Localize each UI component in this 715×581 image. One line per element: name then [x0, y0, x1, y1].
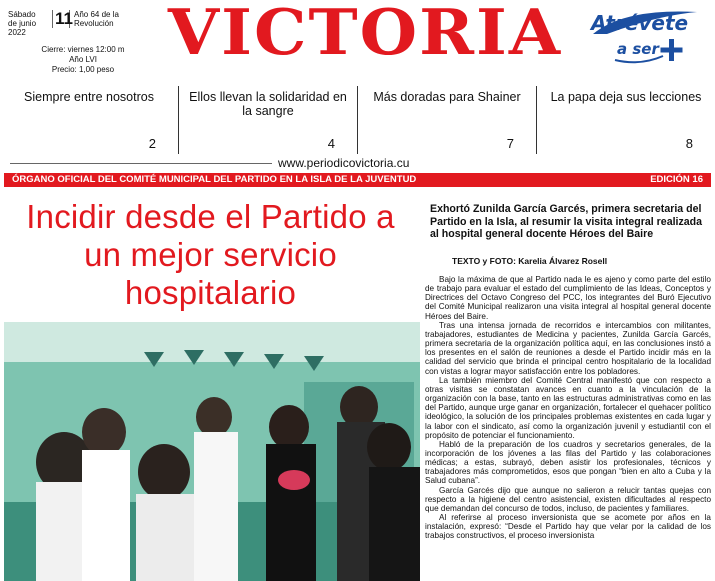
article-body — [425, 275, 711, 581]
edition-number: EDICIÓN 16 — [650, 174, 703, 185]
article-paragraph: La también miembro del Comité Central manifestó que con respecto a otras visitas se constatan avances en cuanto a la vinculación de la organización con la base, tanto en las estructuras administrativas como en las del Partido, aunque urge ganar en organización, fortalecer el quehacer político ideológico, la solución de los principales problemas existentes en cada lugar y la labor con el sindicato, así como la organización juvenil y estudiantil con el propósito de potenciar el funcionamiento. — [425, 375, 711, 440]
teaser-page-number: 7 — [506, 136, 514, 151]
teaser-title: Ellos llevan la solidaridad en la sangre — [189, 90, 347, 118]
date-month-year: de junio 2022 — [8, 19, 37, 37]
logo-text-2: a ser — [617, 40, 659, 58]
teaser-title: Más doradas para Shainer — [373, 90, 521, 104]
photo-illustration — [4, 322, 420, 581]
anniversary-line1: Año 64 de la — [74, 10, 119, 19]
teaser-row — [0, 86, 715, 154]
anniversary-line2: Revolución — [74, 19, 114, 28]
article-headline: Incidir desde el Partido a un mejor servicio hospitalario — [26, 198, 395, 311]
website-row — [0, 155, 715, 171]
organ-bar-text: ÓRGANO OFICIAL DEL COMITÉ MUNICIPAL DEL PARTIDO EN LA ISLA DE LA JUVENTUD — [12, 174, 417, 185]
teaser-page-number: 4 — [327, 136, 335, 151]
divider — [10, 163, 272, 164]
article-paragraph: García Garcés dijo que aunque no salieron a relucir tantas quejas con respecto a la higiene del centro asistencial, existen dificultades al respecto que demandan del concurso de todos, incluso, de pacientes y familiares. — [425, 485, 711, 513]
article-paragraph: Tras una intensa jornada de recorridos e intercambios con militantes, trabajadores, estudiantes de Medicina y pacientes, Zunilda García Garcés, primera secretaria de la organización política aquí, en las conclusiones instó a los presentes en el salón de reuniones a desde el Partido incidir más en la calidad del servicio que brinda el principal centro hospitalario de la localidad con vistas a lograr mayor satisfacción entre los pobladores. — [425, 320, 711, 376]
closing-time: Cierre: viernes 12:00 m — [41, 45, 125, 54]
article-byline: TEXTO y FOTO: Karelia Álvarez Rosell — [452, 256, 608, 266]
organ-bar — [4, 173, 711, 187]
volume-year: Año LVI — [69, 55, 97, 64]
newspaper-title: VICTORIA — [167, 0, 563, 70]
date-day-name: Sábado — [8, 10, 36, 19]
date-block — [8, 9, 158, 74]
anniversary-text — [70, 10, 119, 28]
teaser-page-number: 2 — [148, 136, 156, 151]
teaser-page-number: 8 — [685, 136, 693, 151]
price: Precio: 1,00 peso — [51, 65, 115, 74]
website-link[interactable]: www.periodicovictoria.cu — [278, 156, 410, 170]
teaser-title: La papa deja sus lecciones — [550, 90, 702, 104]
teaser-item[interactable] — [536, 86, 715, 154]
logo-text-1: Atrévete — [591, 11, 689, 35]
teaser-item[interactable] — [357, 86, 536, 154]
article-paragraph: Habló de la preparación de los cuadros y secretarios generales, de la incorporación de los jóvenes a las filas del Partido y las colaboraciones médicas; a estas, subrayó, deben asistir los profesionales, técnicos y trabajadores más comprometidos, esos que pongan “bien en alto a Cuba y la Salud cubana”. — [425, 439, 711, 486]
logo-cross-horizontal — [661, 48, 683, 53]
teaser-title: Siempre entre nosotros — [24, 90, 154, 104]
teaser-item[interactable] — [0, 86, 178, 154]
date-day-number: 11 — [52, 10, 70, 28]
teaser-item[interactable] — [178, 86, 357, 154]
article-photo — [4, 322, 420, 581]
article-summary: Exhortó Zunilda García Garcés, primera secretaria del Partido en la Isla, al resumir la visita integral realizada al hospital general docente Héroes del Baire — [430, 203, 703, 240]
date-day-name-block — [8, 10, 52, 37]
atrevete-logo — [585, 4, 705, 66]
article-paragraph: Al referirse al proceso inversionista que se acomete por años en la instalación, expresó: “Desde el Partido hay que velar por la calidad de los trabajos constructivos, el proceso inversionista — [425, 513, 711, 541]
article-paragraph: Bajo la máxima de que al Partido nada le es ajeno y como parte del estilo de trabajo para evaluar el estado del cumplimiento de las Ideas, Conceptos y Directrices del Octavo Congreso del PCC, los integrantes del Buró Ejecutivo del Comité Municipal realizaron una visita integral al hospital general docente Héroes del Baire. — [425, 275, 711, 321]
